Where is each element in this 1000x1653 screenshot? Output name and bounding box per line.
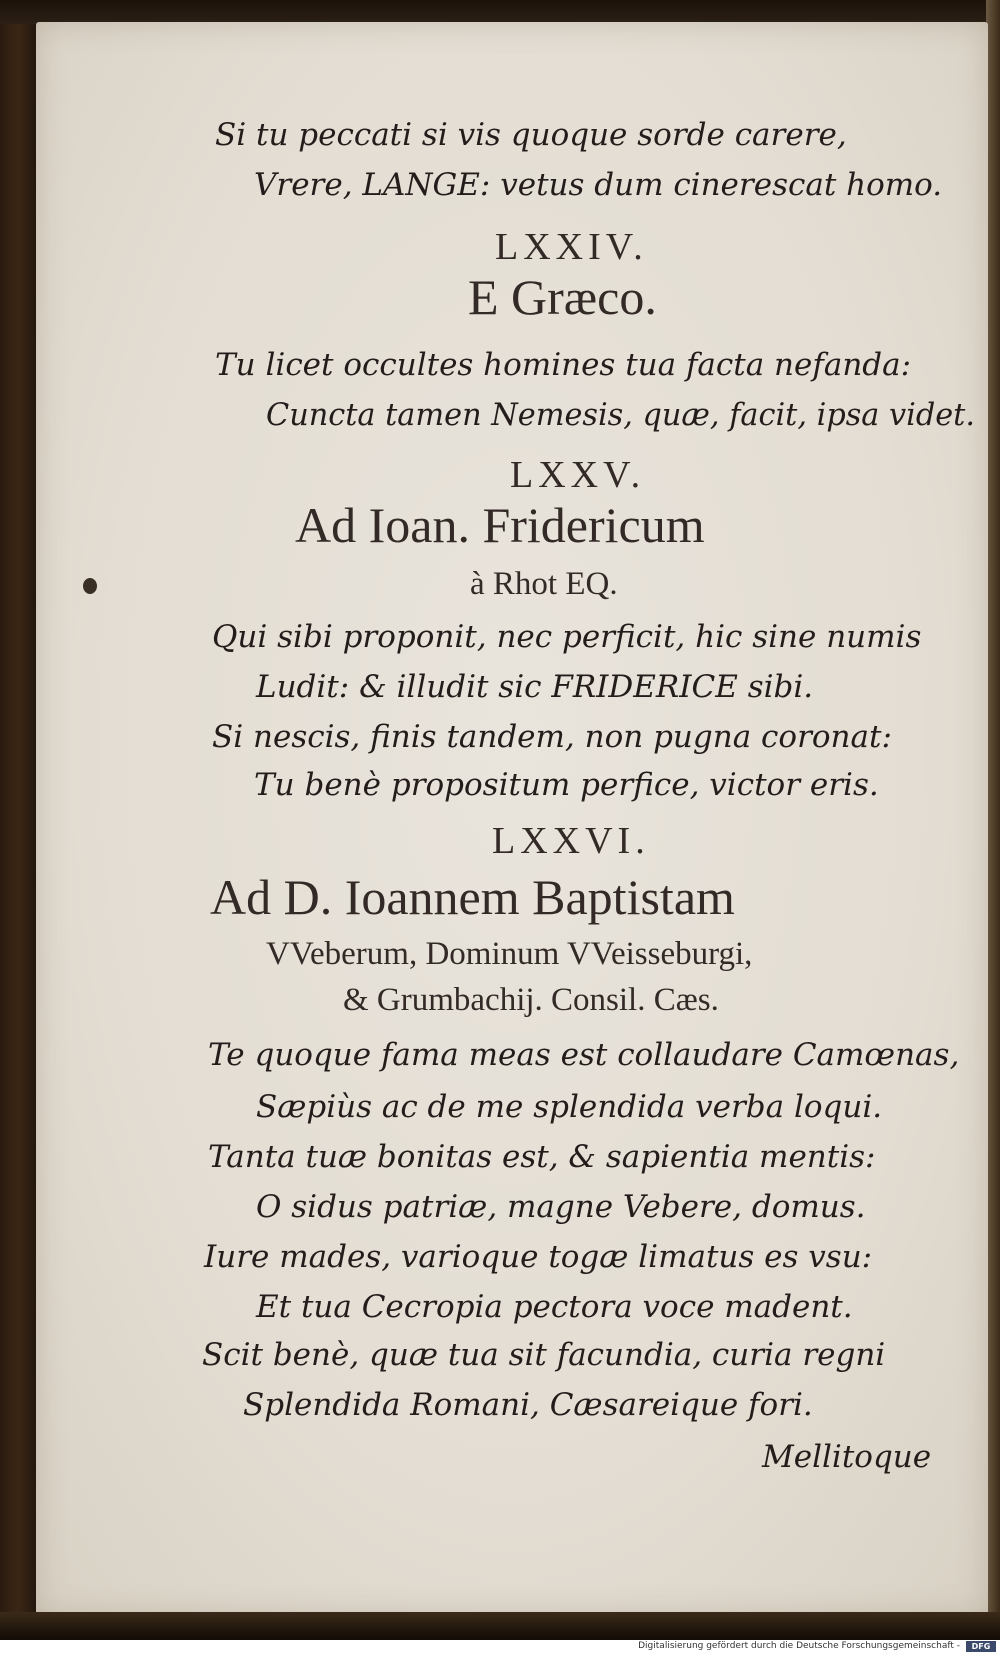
dfg-logo: DFG xyxy=(966,1641,996,1652)
verse-line: Sæpiùs ac de me splendida verba loqui. xyxy=(256,1089,883,1125)
verse-line: Tu licet occultes homines tua facta nefanda: xyxy=(215,347,912,383)
epigram-number: LXXIV. xyxy=(495,226,648,268)
verse-line: O sidus patriæ, magne Vebere, domus. xyxy=(256,1189,866,1225)
verse-line: Cuncta tamen Nemesis, quæ, facit, ipsa videt. xyxy=(266,397,976,433)
verse-line: Ludit: & illudit sic FRIDERICE sibi. xyxy=(256,669,814,705)
verse-line: Si tu peccati si vis quoque sorde carere, xyxy=(215,117,847,153)
ink-spot xyxy=(83,578,97,594)
epigram-heading: Ad D. Ioannem Baptistam xyxy=(210,869,735,925)
verse-line: Splendida Romani, Cæsareique fori. xyxy=(243,1387,813,1423)
scan-top-edge xyxy=(0,0,1000,24)
verse-line: Si nescis, finis tandem, non pugna coronat: xyxy=(212,719,892,755)
epigram-heading: E Græco. xyxy=(468,269,657,325)
verse-line: Vrere, LANGE: vetus dum cinerescat homo. xyxy=(254,167,943,203)
verse-line: Qui sibi proponit, nec perficit, hic sine numis xyxy=(212,619,922,655)
verse-line: Te quoque fama meas est collaudare Camœnas, xyxy=(208,1037,960,1073)
epigram-number: LXXVI. xyxy=(492,820,650,862)
epigram-number: LXXV. xyxy=(510,454,646,496)
epigram-heading: Ad Ioan. Fridericum xyxy=(295,497,705,553)
epigram-subheading: & Grumbachij. Consil. Cæs. xyxy=(343,982,719,1018)
verse-line: Iure mades, varioque togæ limatus es vsu: xyxy=(204,1239,873,1275)
verse-line: Et tua Cecropia pectora voce madent. xyxy=(256,1289,853,1325)
verse-line: Tanta tuæ bonitas est, & sapientia mentis: xyxy=(208,1139,876,1175)
verse-line: Scit benè, quæ tua sit facundia, curia regni xyxy=(202,1337,886,1373)
epigram-subheading: VVeberum, Dominum VVeissеburgi, xyxy=(266,936,753,972)
digitization-credit: Digitalisierung gefördert durch die Deutsche Forschungsgemeinschaft - xyxy=(638,1641,960,1651)
scan-bottom-edge xyxy=(0,1612,1000,1640)
scan-right-edge xyxy=(986,0,1000,1640)
verse-line: Tu benè propositum perfice, victor eris. xyxy=(254,767,879,803)
catchword: Mellitoque xyxy=(762,1439,932,1475)
epigram-subheading: à Rhot EQ. xyxy=(470,566,618,602)
